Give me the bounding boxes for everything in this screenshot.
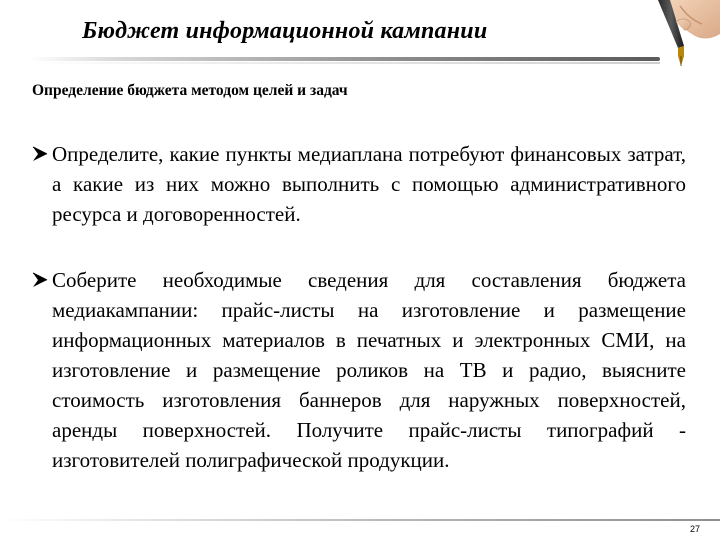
arrow-bullet-icon bbox=[32, 272, 49, 288]
pen-in-hand-icon bbox=[640, 0, 720, 76]
slide-title: Бюджет информационной кампании bbox=[82, 18, 488, 44]
bullet-item bbox=[32, 139, 686, 229]
page-number: 27 bbox=[689, 524, 700, 534]
title-underline bbox=[28, 57, 660, 61]
footer-rule bbox=[0, 519, 720, 521]
slide-subtitle: Определение бюджета методом целей и задач bbox=[32, 82, 348, 99]
arrow-bullet-icon bbox=[32, 146, 49, 162]
bullet-item bbox=[32, 265, 686, 475]
bullet-text: Соберите необходимые сведения для составления бюджета медиакампании: прайс-листы на изготовление и размещение информационных материалов в печатных и электронных СМИ, на изготовление и размещение роликов на ТВ и радио, выясните стоимость изготовления баннеров для наружных поверхностей, аренды поверхностей. Получите прайс-листы типографий - изготовителей полиграфической продукции. bbox=[52, 268, 686, 472]
title-underline-shadow bbox=[28, 62, 660, 64]
bullet-text: Определите, какие пункты медиаплана потребуют финансовых затрат, а какие из них можно выполнить с помощью административного ресурса и договоренностей. bbox=[52, 142, 686, 226]
